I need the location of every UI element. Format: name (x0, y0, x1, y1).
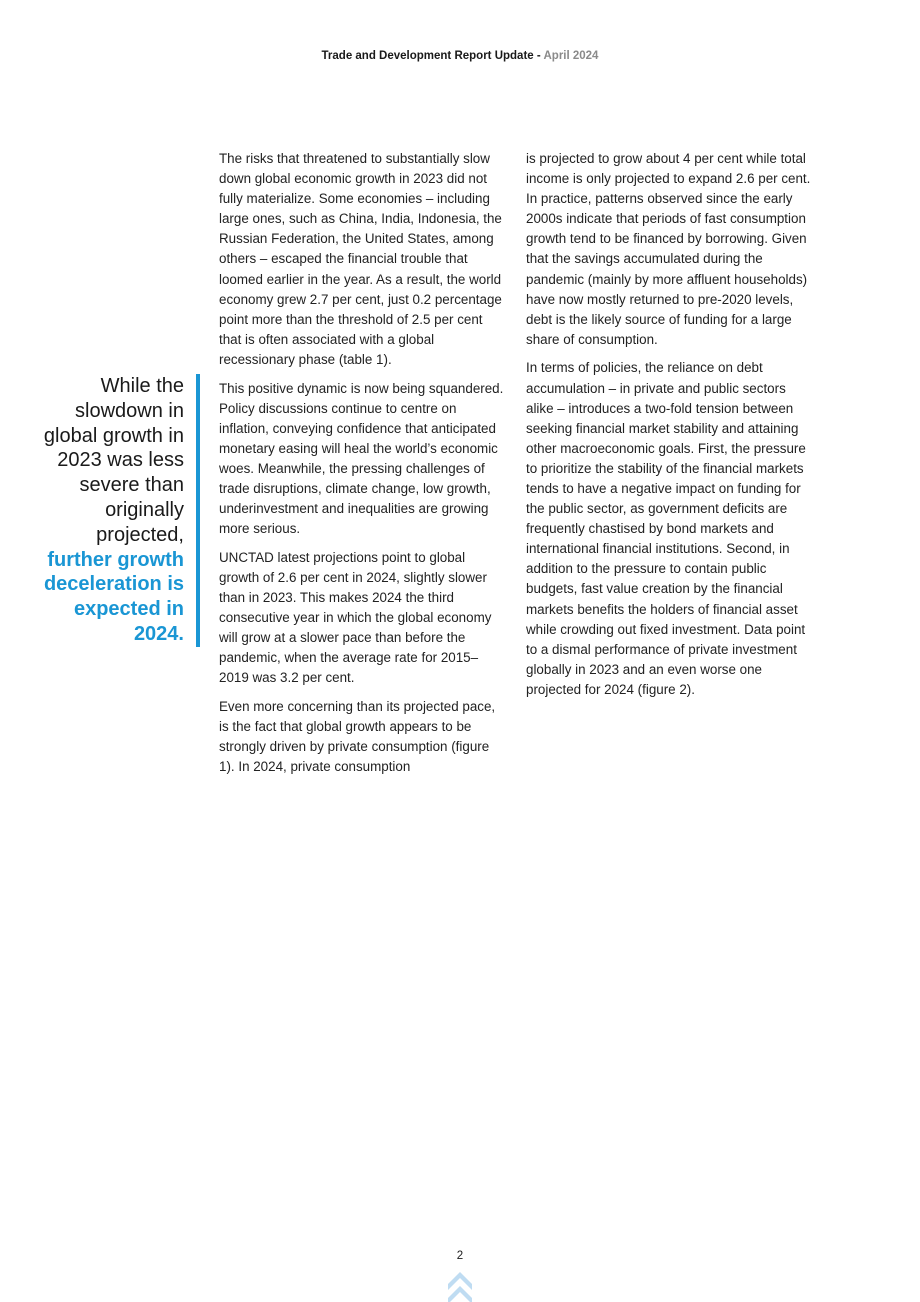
paragraph: is projected to grow about 4 per cent while total income is only projected to expand 2.6 per cent. In practice, patterns observed since the early 2000s indicate that periods of fast consumption growth tend to be financed by borrowing. Given that the savings accumulated during the pandemic (mainly by more affluent households) have now mostly returned to pre-2020 levels, debt is the likely source of funding for a large share of consumption. (526, 151, 811, 347)
paragraph: In terms of policies, the reliance on debt accumulation – in private and public sectors alike – introduces a two-fold tension between seeking financial market stability and attaining other macroeconomic goals. First, the pressure to prioritize the stability of the financial markets tends to have a negative impact on funding for the public sector, as government deficits are frequently chastised by bond markets and international financial institutions. Second, in addition to the pressure to contain public budgets, fast value creation by the financial markets benefits the holders of financial asset while crowding out fixed investment. Data point to a dismal performance of private investment globally in 2023 and an even worse one projected for 2024 (figure 2). (526, 360, 806, 697)
pull-quote (24, 374, 200, 647)
body-column-left (219, 149, 505, 786)
paragraph: Even more concerning than its projected pace, is the fact that global growth appears to be strongly driven by private consumption (figure 1). In 2024, private consumption (219, 698, 496, 775)
paragraph: UNCTAD latest projections point to global growth of 2.6 per cent in 2024, slightly slower than in 2023. This makes 2024 the third consecutive year in which the global economy will grow at a slower pace than before the pandemic, when the average rate for 2015–2019 was 3.2 per cent. (219, 549, 492, 686)
pull-quote-emphasis: further growth deceleration is expected in 2024. (43, 548, 184, 645)
paragraph: This positive dynamic is now being squandered. Policy discussions continue to centre on inflation, conveying confidence that anticipated monetary easing will heal the world’s economic woes. Meanwhile, the pressing challenges of trade disruptions, climate change, low growth, underinvestment and inequalities are growing more serious. (219, 380, 504, 537)
report-date: April 2024 (543, 50, 599, 62)
double-chevron-up-icon[interactable] (448, 1270, 472, 1302)
paragraph: The risks that threatened to substantially slow down global economic growth in 2023 did not fully materialize. Some economies – including large ones, such as China, India, Indonesia, the Russian Federation, the United States, among others – escaped the financial trouble that loomed earlier in the year. As a result, the world economy grew 2.7 per cent, just 0.2 percentage point more than the threshold of 2.5 per cent that is often associated with a global recessionary phase (table 1). (219, 151, 502, 367)
report-title: Trade and Development Report Update - (321, 50, 544, 62)
body-column-right (526, 149, 812, 709)
pull-quote-text: While the slowdown in global growth in 2023 was less severe than originally projected, (43, 375, 184, 546)
running-header (0, 50, 920, 62)
page-number: 2 (456, 1250, 464, 1262)
